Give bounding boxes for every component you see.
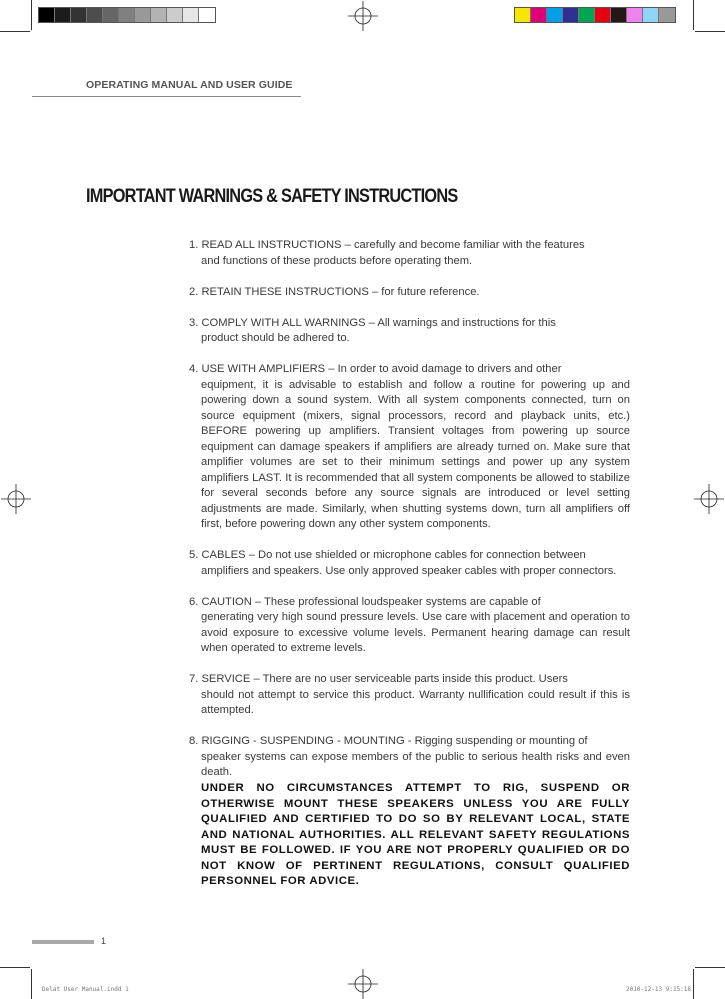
slug-timestamp: 2010-12-13 9:15:18 — [626, 986, 692, 993]
list-item — [189, 238, 630, 269]
color-swatch — [167, 8, 183, 22]
item-text: should not attempt to service this product. Warranty nullification could result if this is attempted. — [201, 688, 630, 716]
crop-mark — [0, 31, 30, 32]
color-swatch — [103, 8, 119, 22]
list-item — [189, 548, 630, 579]
list-item — [189, 316, 630, 347]
registration-mark-icon — [694, 484, 724, 514]
page-title: IMPORTANT WARNINGS & SAFETY INSTRUCTIONS — [86, 186, 458, 207]
color-swatch — [627, 8, 643, 22]
color-swatch — [39, 8, 55, 22]
slug-filename: Delat User Manual.indd 1 — [42, 986, 129, 993]
color-swatch — [611, 8, 627, 22]
color-swatch — [659, 8, 675, 22]
crop-mark — [695, 31, 725, 32]
color-swatch — [547, 8, 563, 22]
color-swatch — [183, 8, 199, 22]
crop-mark — [695, 967, 725, 968]
item-lead: 6. CAUTION – These professional loudspeaker systems are capable of — [189, 595, 541, 608]
item-lead: 7. SERVICE – There are no user serviceable parts inside this product. Users — [189, 673, 568, 685]
item-lead: 1. READ ALL INSTRUCTIONS – carefully and become familiar with the features — [189, 239, 585, 251]
color-swatch — [199, 8, 215, 22]
color-swatch — [595, 8, 611, 22]
item-text: speaker systems can expose members of the public to serious health risks and even death. — [201, 750, 630, 778]
rigging-warning: UNDER NO CIRCUMSTANCES ATTEMPT TO RIG, SUSPEND OR OTHERWISE MOUNT THESE SPEAKERS UNLESS YOU ARE FULLY QUALIFIED AND CERTIFIED TO DO SO BY RELEVANT LOCAL, STATE AND NATIONAL AUTHORITIES. ALL RELEVANT SAFETY REGULATIONS MUST BE FOLLOWED. IF YOU ARE NOT PROPERLY QUALIFIED OR DO NOT KNOW OF PERTINENT REGULATIONS, CONSULT QUALIFIED PERSONNEL FOR ADVICE. — [201, 782, 630, 887]
item-text: and functions of these products before operating them. — [201, 254, 473, 267]
list-item — [189, 672, 630, 719]
color-calibration-strip — [514, 7, 676, 23]
color-swatch — [87, 8, 103, 22]
item-lead: 5. CABLES – Do not use shielded or microphone cables for connection between — [189, 549, 586, 561]
color-swatch — [55, 8, 71, 22]
item-lead: 8. RIGGING - SUSPENDING - MOUNTING - Rigging suspending or mounting of — [189, 735, 588, 747]
color-swatch — [531, 8, 547, 22]
registration-mark-icon — [348, 969, 378, 999]
instructions-list — [189, 238, 630, 890]
page-number: 1 — [101, 936, 107, 946]
crop-mark — [693, 969, 694, 999]
item-lead: 4. USE WITH AMPLIFIERS – In order to avoid damage to drivers and other — [189, 363, 562, 375]
color-swatch — [71, 8, 87, 22]
color-swatch — [563, 8, 579, 22]
color-swatch — [135, 8, 151, 22]
registration-mark-icon — [1, 484, 31, 514]
color-swatch — [579, 8, 595, 22]
color-swatch — [515, 8, 531, 22]
color-swatch — [119, 8, 135, 22]
color-swatch — [151, 8, 167, 22]
registration-mark-icon — [348, 1, 378, 31]
item-text: amplifiers and speakers. Use only approved speaker cables with proper connectors. — [201, 564, 617, 577]
list-item — [189, 285, 630, 301]
color-swatch — [643, 8, 659, 22]
crop-mark — [0, 967, 30, 968]
running-header: OPERATING MANUAL AND USER GUIDE — [86, 79, 293, 91]
item-text: product should be adhered to. — [201, 332, 350, 344]
list-item — [189, 595, 630, 657]
list-item — [189, 734, 630, 781]
item-lead: 2. RETAIN THESE INSTRUCTIONS – for future reference. — [189, 285, 480, 298]
footer-bar — [32, 940, 94, 944]
item-text: equipment, it is advisable to establish and follow a routine for powering up and powering down a sound system. With all system components connected, turn on source equipment (mixers, signal processors, record and playback units, etc.) BEFORE powering up amplifiers. Transient voltages from powering up source equipment can damage speakers if amplifiers are already turned on. Make sure that amplifier volumes are set to their minimum settings and power up any system amplifiers LAST. It is recommended that all system components be allowed to stabilize for several seconds before any source signals are introduced or level setting adjustments are made. Similarly, when shutting systems down, turn all amplifiers off first, before powering down any other system components. — [201, 378, 630, 530]
item-lead: 3. COMPLY WITH ALL WARNINGS – All warnings and instructions for this — [189, 316, 556, 329]
header-rule — [32, 96, 301, 97]
crop-mark — [693, 0, 694, 30]
item-text: generating very high sound pressure levels. Use care with placement and operation to avoid exposure to excessive volume levels. Permanent hearing damage can result when operated to extreme levels. — [201, 611, 630, 654]
crop-mark — [31, 0, 32, 30]
crop-mark — [31, 969, 32, 999]
list-item — [189, 362, 630, 533]
grayscale-calibration-strip — [38, 7, 216, 23]
